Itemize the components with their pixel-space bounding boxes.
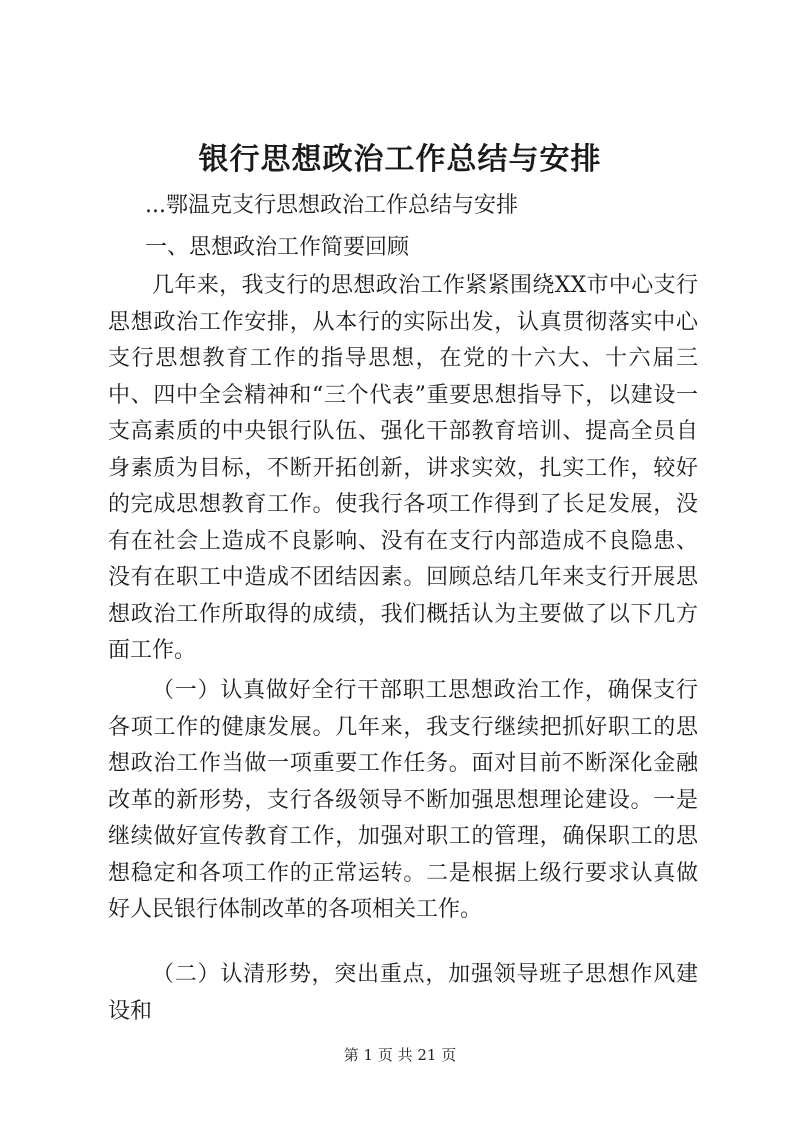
body-paragraph: （一）认真做好全行干部职工思想政治工作，确保支行各项工作的健康发展。几年来，我支行继续把抓好职工的思想政治工作当做一项重要工作任务。面对目前不断深化金融改革的新形势，支行各级领导不断加强思想理论建设。一是继续做好宣传教育工作，加强对职工的管理，确保职工的思想稳定和各项工作的正常运转。二是根据上级行要求认真做好人民银行体制改革的各项相关工作。 bbox=[108, 678, 698, 922]
document-title: 银行思想政治工作总结与安排 bbox=[198, 142, 602, 177]
section-heading: 一、思想政治工作简要回顾 bbox=[145, 235, 410, 260]
page-number-footer: 第 1 页 共 21 页 bbox=[343, 1046, 457, 1064]
document-subtitle: ...鄂温克支行思想政治工作总结与安排 bbox=[145, 193, 518, 218]
body-paragraph: （二）认清形势，突出重点，加强领导班子思想作风建设和 bbox=[108, 962, 698, 1024]
body-paragraph: 几年来，我支行的思想政治工作紧紧围绕XX市中心支行思想政治工作安排，从本行的实际出发，认真贯彻落实中心支行思想教育工作的指导思想，在党的十六大、十六届三中、四中全会精神和“三个代表”重要思想指导下，以建设一支高素质的中央银行队伍、强化干部教育培训、提高全员自身素质为目标，不断开拓创新，讲求实效，扎实工作，较好的完成思想教育工作。使我行各项工作得到了长足发展，没有在社会上造成不良影响、没有在支行内部造成不良隐患、没有在职工中造成不团结因素。回顾总结几年来支行开展思想政治工作所取得的成绩，我们概括认为主要做了以下几方面工作。 bbox=[108, 273, 698, 663]
